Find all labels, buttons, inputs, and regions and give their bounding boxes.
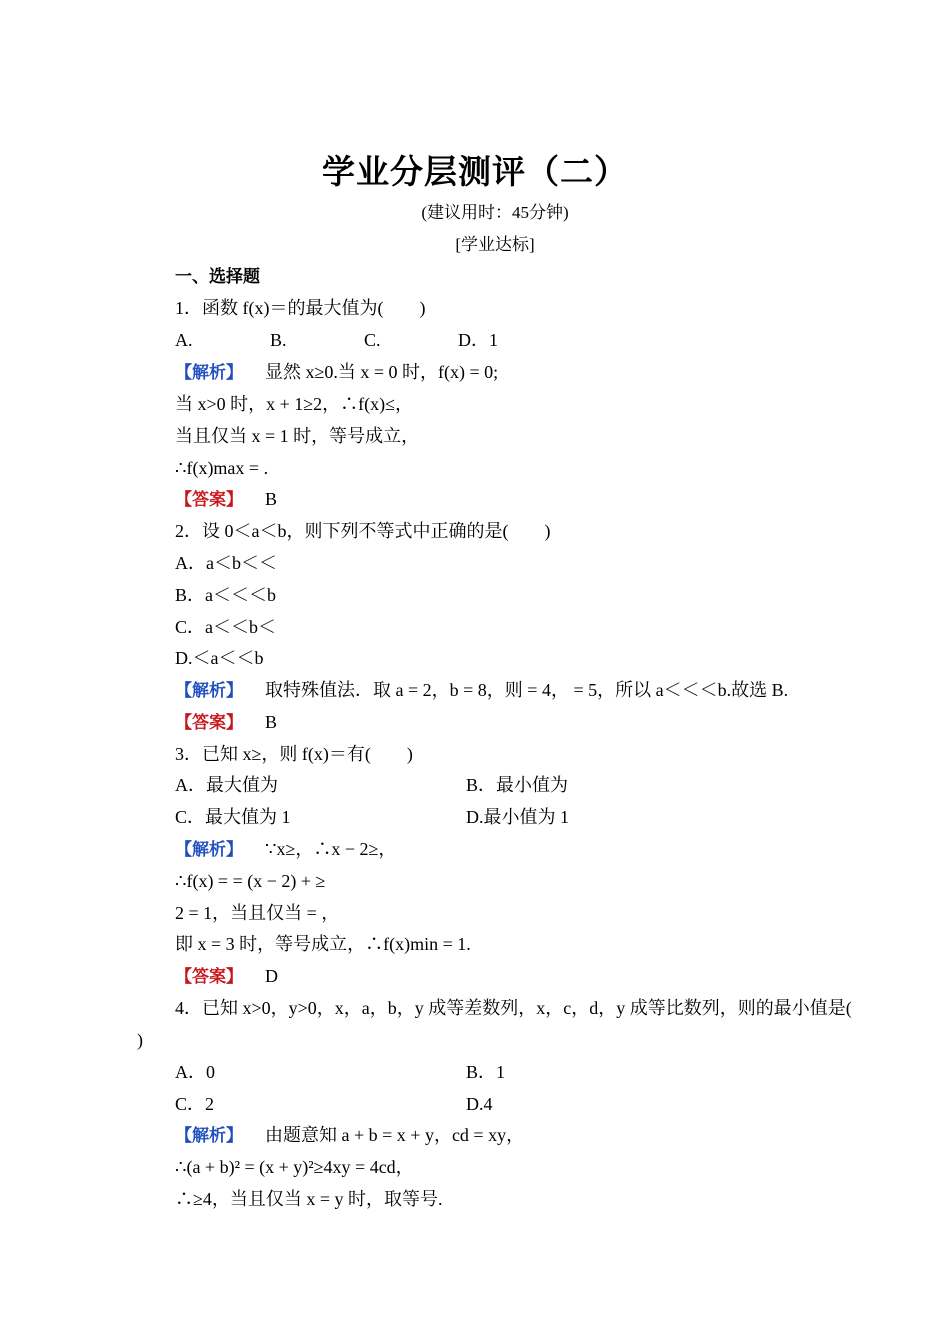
answer-label: 【答案】 [175, 713, 243, 733]
q4-option-d: D.4 [466, 1094, 493, 1114]
q4-stem-line-1: 4．已知 x>0，y>0，x，a，b，y 成等差数列，x，c，d，y 成等比数列，则的最小值是( [175, 998, 852, 1018]
page-title: 学业分层测评（二） [322, 152, 628, 191]
level-label: [学业达标] [455, 235, 535, 254]
q1-analysis-line-4: ∴f(x)max = . [175, 458, 269, 478]
time-note: (建议用时：45分钟) [421, 203, 569, 222]
q3-option-d: D.最小值为 1 [466, 807, 569, 827]
q1-option-b: B. [270, 330, 287, 350]
q2-option-c: C．a＜＜b＜ [175, 617, 276, 637]
q3-stem: 3．已知 x≥，则 f(x)＝有( ) [175, 744, 413, 764]
q4-option-c: C．2 [175, 1094, 215, 1114]
q4-analysis-line-1: 【解析】 由题意知 a + b = x + y，cd = xy， [175, 1125, 525, 1146]
answer-label: 【答案】 [175, 490, 243, 510]
q2-answer: 【答案】 B [175, 712, 278, 733]
q3-analysis-line-3: 2 = 1，当且仅当 = ， [175, 903, 340, 923]
q1-analysis-line-2: 当 x>0 时，x + 1≥2，∴f(x)≤， [175, 394, 414, 414]
section-heading: 一、选择题 [175, 267, 260, 287]
q2-stem: 2．设 0＜a＜b，则下列不等式中正确的是( ) [175, 521, 551, 541]
q1-option-c: C. [364, 330, 381, 350]
q1-option-d: D．1 [458, 330, 498, 350]
q2-option-b: B．a＜＜＜b [175, 585, 276, 605]
answer-label: 【答案】 [175, 967, 243, 987]
q4-analysis-line-2: ∴(a + b)² = (x + y)²≥4xy = 4cd， [175, 1157, 414, 1177]
analysis-label: 【解析】 [175, 1126, 243, 1146]
q2-analysis: 【解析】 取特殊值法．取 a = 2，b = 8，则 = 4， = 5，所以 a＜＜＜b.故选 B. [175, 680, 789, 701]
q2-option-d: D.＜a＜＜b [175, 648, 264, 668]
q4-option-a: A．0 [175, 1062, 215, 1082]
q3-analysis-line-4: 即 x = 3 时，等号成立，∴f(x)min = 1. [175, 934, 471, 954]
q3-option-a: A．最大值为 [175, 775, 278, 795]
q3-option-c: C．最大值为 1 [175, 807, 291, 827]
q3-option-b: B．最小值为 [466, 775, 569, 795]
analysis-label: 【解析】 [175, 363, 243, 383]
q1-answer: 【答案】 B [175, 489, 278, 510]
q3-analysis-line-1: 【解析】 ∵x≥，∴x − 2≥， [175, 839, 397, 860]
analysis-label: 【解析】 [175, 840, 243, 860]
q2-option-a: A．a＜b＜＜ [175, 553, 277, 573]
q1-option-a: A. [175, 330, 193, 350]
q1-stem: 1．函数 f(x)＝的最大值为( ) [175, 298, 426, 318]
q3-answer: 【答案】 D [175, 966, 278, 987]
q3-analysis-line-2: ∴f(x) = = (x − 2) + ≥ [175, 871, 326, 891]
q1-analysis-line-1: 【解析】 显然 x≥0.当 x = 0 时，f(x) = 0; [175, 362, 499, 383]
q4-option-b: B．1 [466, 1062, 506, 1082]
q1-analysis-line-3: 当且仅当 x = 1 时，等号成立， [175, 426, 420, 446]
analysis-label: 【解析】 [175, 681, 243, 701]
q4-stem-line-2: ) [137, 1030, 143, 1050]
q4-analysis-line-3: ∴≥4，当且仅当 x = y 时，取等号. [175, 1189, 443, 1209]
